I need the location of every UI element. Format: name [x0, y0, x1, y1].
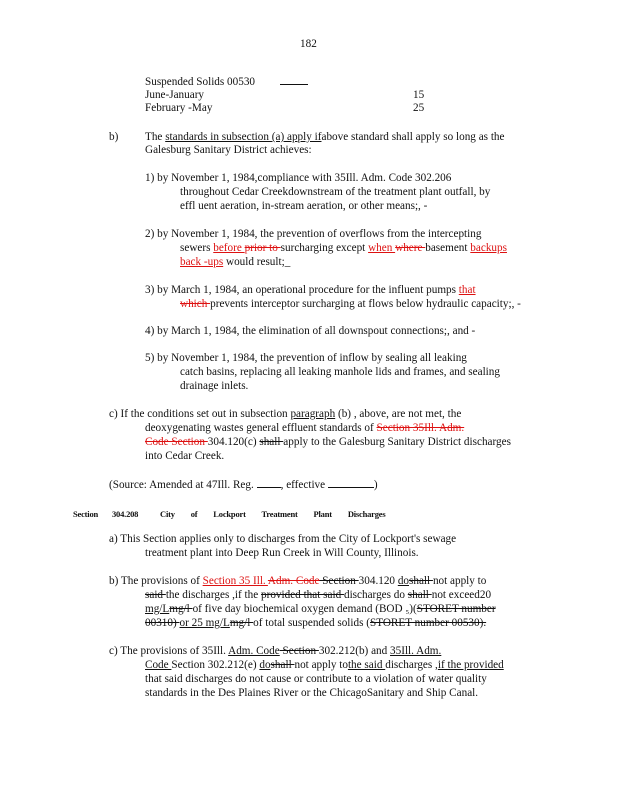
- item-label-b: b): [109, 131, 119, 143]
- b-item-1-line-3: effl uent aeration, in-stream aeration, or other means;, -: [180, 200, 428, 212]
- s208-c-line-3: that said discharges do not cause or contribute to a violation of water quality: [145, 673, 487, 685]
- b-line-2: Galesburg Sanitary District achieves:: [145, 144, 312, 156]
- s208-b-line-3: mg/Lmg/l of five day biochemical oxygen demand (BOD ₅)(STORET number: [145, 603, 496, 615]
- section-header-number: 304.208: [112, 509, 139, 519]
- b-item-2-line-3: back -ups would result;_: [180, 256, 291, 268]
- table-row-june: June-January: [145, 89, 205, 101]
- b-item-2-line-2: sewers before prior to surcharging except when where basement backups: [180, 242, 507, 254]
- s208-c-line-4: standards in the Des Plaines River or the ChicagoSanitary and Ship Canal.: [145, 687, 479, 699]
- s208-b-line-1: b) The provisions of Section 35 Ill. Adm. Code Section 304.120 doshall not apply to: [109, 575, 487, 587]
- section-header-word: Section: [73, 509, 99, 519]
- table-blank: [280, 75, 308, 85]
- b-item-1-line-2: throughout Cedar Creekdownstream of the treatment plant outfall, by: [180, 186, 491, 198]
- s208-a-line-1: a) This Section applies only to discharges from the City of Lockport's sewage: [109, 533, 457, 545]
- c-line-1: c) If the conditions set out in subsection paragraph (b) , above, are not met, the: [109, 408, 462, 420]
- table-row-suspended-solids: [145, 75, 308, 89]
- source-blank-1: [257, 478, 281, 488]
- b-item-3-line-1: 3) by March 1, 1984, an operational procedure for the influent pumps that: [145, 284, 476, 296]
- b-line-1: The standards in subsection (a) apply ifabove standard shall apply so long as the: [145, 131, 505, 143]
- table-row-feb: February -May: [145, 102, 213, 114]
- c-line-2: deoxygenating wastes general effluent standards of Section 35Ill. Adm.: [145, 422, 465, 434]
- b-item-3-line-2: which prevents interceptor surcharging at flows below hydraulic capacity;, -: [180, 298, 521, 310]
- s208-b-line-2: said the discharges ,if the provided that said discharges do shall not exceed20: [145, 589, 492, 601]
- c-line-4: into Cedar Creek.: [145, 450, 225, 462]
- table-value-june: 15: [413, 89, 425, 101]
- b-item-2-line-1: 2) by November 1, 1984, the prevention of overflows from the intercepting: [145, 228, 482, 240]
- source-note: (Source: Amended at 47Ill. Reg. , effective ): [109, 479, 378, 491]
- b-item-5-line-3: drainage inlets.: [180, 380, 249, 392]
- section-header-title: City of Lockport Treatment Plant Discharges: [160, 509, 386, 519]
- b-item-1-line-1: 1) by November 1, 1984,compliance with 35Ill. Adm. Code 302.206: [145, 172, 452, 184]
- b-item-5-line-1: 5) by November 1, 1984, the prevention of inflow by sealing all leaking: [145, 352, 467, 364]
- source-blank-2: [328, 478, 374, 488]
- b-item-4: 4) by March 1, 1984, the elimination of all downspout connections;, and -: [145, 325, 476, 337]
- table-cell: Suspended Solids 00530: [145, 76, 256, 88]
- s208-a-line-2: treatment plant into Deep Run Creek in Will County, Illinois.: [145, 547, 419, 559]
- b-item-5-line-2: catch basins, replacing all leaking manhole lids and frames, and sealing: [180, 366, 500, 378]
- page-number: 182: [300, 38, 317, 50]
- c-line-3: Code Section 304.120(c) shall apply to the Galesburg Sanitary District discharges: [145, 436, 511, 448]
- table-value-feb: 25: [413, 102, 425, 114]
- s208-b-line-4: 00310) or 25 mg/Lmg/l of total suspended solids (STORET number 00530).: [145, 617, 487, 629]
- s208-c-line-2: Code Section 302.212(e) doshall not apply tothe said discharges ,if the provided: [145, 659, 504, 671]
- s208-c-line-1: c) The provisions of 35Ill. Adm. Code Section 302.212(b) and 35Ill. Adm.: [109, 645, 442, 657]
